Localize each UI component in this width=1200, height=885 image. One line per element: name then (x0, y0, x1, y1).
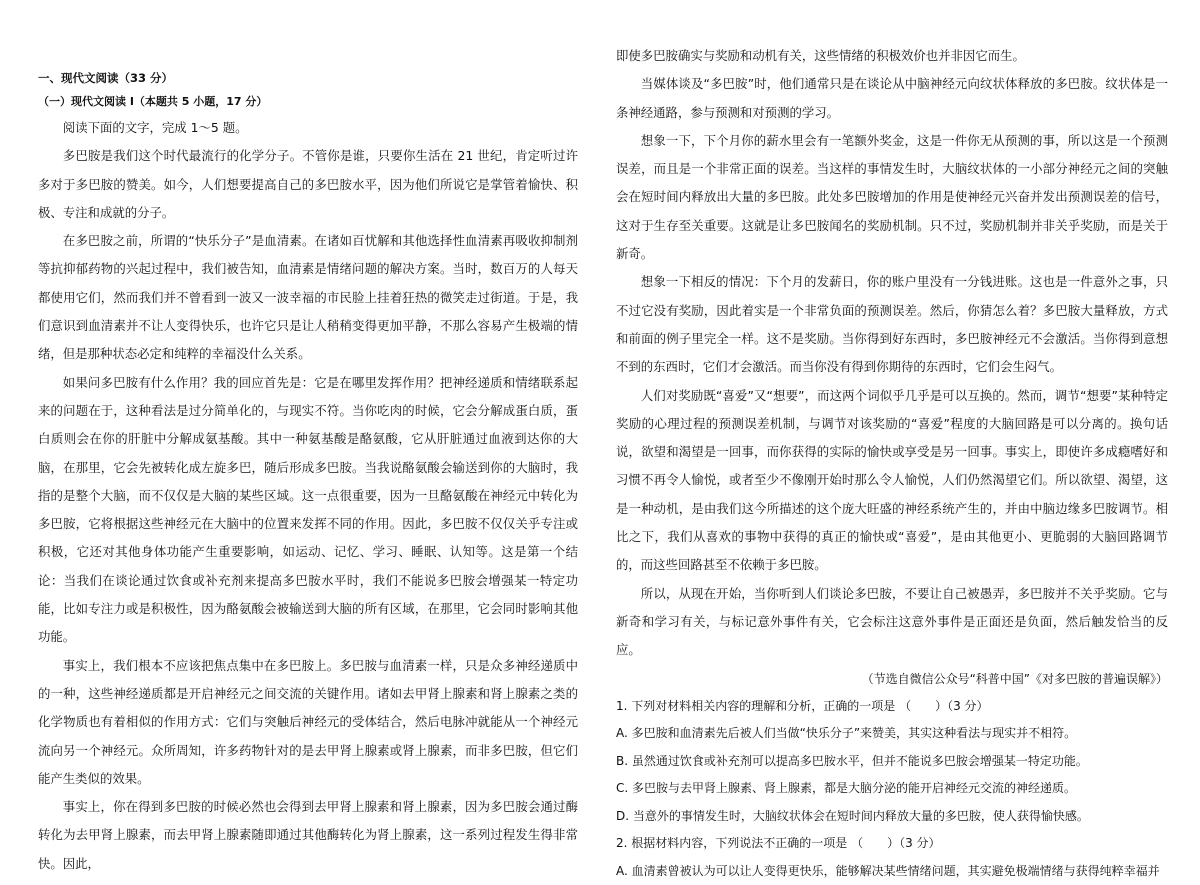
right-paragraph-3: 想象一下，下个月你的薪水里会有一笔额外奖金，这是一件你无从预测的事，所以这是一个预测误差，而且是一个非常正面的误差。当这样的事情发生时，大脑纹状体的一小部分神经元之间的突触会在短时间内释放出大量的多巴胺。此处多巴胺增加的作用是使神经元兴奋并发出预测误差的信号，这对于生存至关重要。这就是让多巴胺闻名的奖励机制。只不过，奖励机制并非关乎奖励，而是关于新奇。 (616, 132, 1168, 262)
question-2-option-a: A. 血清素曾被认为可以让人变得更快乐，能够解决某些情绪问题，其实避免极端情绪与获得纯粹幸福并 (616, 863, 1160, 878)
right-paragraph-5: 人们对奖励既“喜爱”又“想要”，而这两个词似乎几乎是可以互换的。然而，调节“想要”某种特定奖励的心理过程的预测误差机制，与调节对该奖励的“喜爱”程度的大脑回路是可以分离的。换句话说，欲望和渴望是一回事，而你获得的实际的愉快或享受是另一回事。事实上，即使许多成瘾嗜好和习惯不再令人愉悦，或者至少不像刚开始时那么令人愉悦，人们仍然渴望它们。所以欲望、渴望，这是一种动机，是由我们这今所描述的这个庞大旺盛的神经系统产生的，并由中脑边缘多巴胺调节。相比之下，我们从喜欢的事物中获得的真正的愉快或“喜爱”，是由其他更小、更脆弱的大脑回路调节的，而这些回路甚至不依赖于多巴胺。 (616, 387, 1168, 573)
question-1-option-d: D. 当意外的事情发生时，大脑纹状体会在短时间内释放大量的多巴胺，使人获得愉快感。 (616, 808, 1089, 823)
question-2-stem: 2. 根据材料内容，下列说法不正确的一项是 （ ）（3 分） (616, 836, 941, 851)
left-paragraph-1: 多巴胺是我们这个时代最流行的化学分子。不管你是谁，只要你生活在 21 世纪，肯定听过许多对于多巴胺的赞美。如今，人们想要提高自己的多巴胺水平，因为他们所说它是掌管着愉快、积极、专注和成就的分子。 (38, 148, 578, 220)
right-paragraph-1: 即使多巴胺确实与奖励和动机有关，这些情绪的积极效价也并非因它而生。 (616, 48, 1025, 63)
left-paragraph-5: 事实上，你在得到多巴胺的时候必然也会得到去甲肾上腺素和肾上腺素，因为多巴胺会通过酶转化为去甲肾上腺素，而去甲肾上腺素随即通过其他酶转化为肾上腺素，这一系列过程发生得非常快。因此， (38, 799, 578, 871)
left-paragraph-3: 如果问多巴胺有什么作用？我的回应首先是：它是在哪里发挥作用？把神经递质和情绪联系起来的问题在于，这种看法是过分简单化的，与现实不符。当你吃肉的时候，它会分解成蛋白质，蛋白质则会在你的肝脏中分解成氨基酸。其中一种氨基酸是酪氨酸，它从肝脏通过血液到达你的大脑，在那里，它会先被转化成左旋多巴，随后形成多巴胺。当我说酪氨酸会输送到你的大脑时，我指的是整个大脑，而不仅仅是大脑的某些区域。这一点很重要，因为一旦酪氨酸在神经元中转化为多巴胺，它将根据这些神经元在大脑中的位置来发挥不同的作用。因此，多巴胺不仅仅关乎专注或积极，它还对其他身体功能产生重要影响，如运动、记忆、学习、睡眠、认知等。这是第一个结论：当我们在谈论通过饮食或补充剂来提高多巴胺水平时，我们不能说多巴胺会增强某一特定功能，比如专注力或是积极性，因为酪氨酸会被输送到大脑的所有区域，在那里，它会同时影响其他功能。 (38, 374, 578, 645)
left-paragraph-4: 事实上，我们根本不应该把焦点集中在多巴胺上。多巴胺与血清素一样，只是众多神经递质中的一种，这些神经递质都是开启神经元之间交流的关键作用。诸如去甲肾上腺素和肾上腺素之类的化学物质也有着相似的作用方式：它们与突触后神经元的受体结合，然后电脉冲就能从一个神经元流向另一个神经元。众所周知，许多药物针对的是去甲肾上腺素或肾上腺素，而非多巴胺，但它们能产生类似的效果。 (38, 657, 578, 786)
right-column (616, 42, 1168, 885)
left-column (38, 66, 578, 878)
right-paragraph-2: 当媒体谈及“多巴胺”时，他们通常只是在谈论从中脑神经元向纹状体释放的多巴胺。纹状体是一条神经通路，参与预测和对预测的学习。 (616, 76, 1168, 120)
section-title: 一、现代文阅读（33 分） (38, 71, 174, 85)
right-paragraph-6: 所以，从现在开始，当你听到人们谈论多巴胺，不要让自己被愚弄，多巴胺并不关乎奖励。它与新奇和学习有关，与标记意外事件有关，它会标注这意外事件是正面还是负面，然后触发恰当的反应。 (616, 585, 1168, 658)
question-1-option-a: A. 多巴胺和血清素先后被人们当做“快乐分子”来赞美，其实这种看法与现实并不相符。 (616, 726, 1077, 741)
source-citation: （节选自微信公众号“科普中国”《对多巴胺的普遍误解》） (861, 671, 1168, 686)
left-paragraph-2: 在多巴胺之前，所谓的“快乐分子”是血清素。在诸如百忧解和其他选择性血清素再吸收抑制剂等抗抑郁药物的兴起过程中，我们被告知，血清素是情绪问题的解决方案。当时，数百万的人每天都使用它们，然而我们并不曾看到一波又一波幸福的市民脸上挂着狂热的微笑走过街道。于是，我们意识到血清素并不让人变得快乐，也许它只是让人稍稍变得更加平静，不那么容易产生极端的情绪，但是那种状态必定和纯粹的幸福没什么关系。 (38, 233, 578, 362)
question-1-option-b: B. 虽然通过饮食或补充剂可以提高多巴胺水平，但并不能说多巴胺会增强某一特定功能。 (616, 753, 1088, 768)
subsection-title: （一）现代文阅读 I（本题共 5 小题，17 分） (38, 95, 268, 108)
question-1 (616, 693, 1168, 831)
right-paragraph-4: 想象一下相反的情况：下个月的发薪日，你的账户里没有一分钱进账。这也是一件意外之事，只不过它没有奖励，因此着实是一个非常负面的预测误差。然后，你猜怎么着？多巴胺大量释放，方式和前面的例子里完全一样。这不是奖励。当你得到好东西时，多巴胺神经元不会激活。当你得到意想不到的东西时，它们才会激活。而当你没有得到你期待的东西时，它们会生闷气。 (616, 274, 1168, 375)
question-1-stem: 1. 下列对材料相关内容的理解和分析，正确的一项是 （ ）（3 分） (616, 698, 989, 713)
question-1-option-c: C. 多巴胺与去甲肾上腺素、肾上腺素，都是大脑分泌的能开启神经元交流的神经递质。 (616, 781, 1077, 796)
instruction: 阅读下面的文字，完成 1～5 题。 (62, 120, 248, 135)
question-2 (616, 830, 1168, 885)
